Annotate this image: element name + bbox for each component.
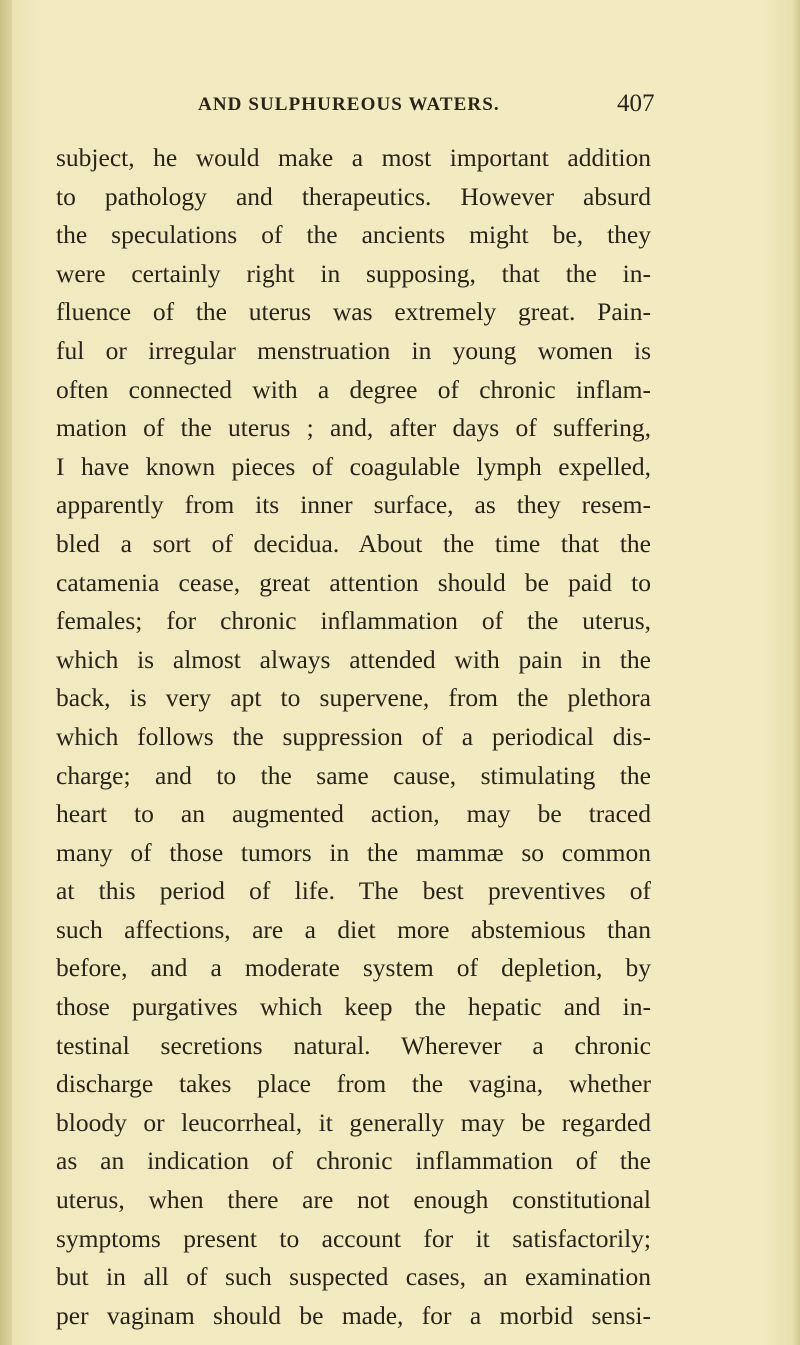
- page-right-edge: [790, 0, 800, 1345]
- page-number: 407: [617, 90, 655, 117]
- text-line: fluence of the uterus was extremely great. Pain-: [56, 297, 651, 327]
- text-line: subject, he would make a most important addition: [56, 143, 651, 172]
- running-title: AND SULPHUREOUS WATERS.: [198, 94, 500, 115]
- text-line: back, is very apt to supervene, from the plethora: [56, 683, 651, 713]
- text-line: those purgatives which keep the hepatic and in-: [56, 992, 651, 1022]
- text-line: symptoms present to account for it satisfactorily;: [56, 1223, 651, 1253]
- text-line: many of those tumors in the mammæ so common: [56, 837, 651, 867]
- text-line: bled a sort of decidua. About the time that the: [56, 528, 651, 558]
- text-line: I have known pieces of coagulable lymph expelled,: [56, 451, 651, 481]
- text-line: which follows the suppression of a periodical dis-: [56, 721, 651, 751]
- text-line: discharge takes place from the vagina, whether: [56, 1069, 651, 1099]
- text-line: heart to an augmented action, may be traced: [56, 799, 651, 829]
- text-line: at this period of life. The best preventives of: [56, 876, 651, 906]
- text-line: per vaginam should be made, for a morbid sensi-: [56, 1300, 651, 1330]
- text-line: testinal secretions natural. Wherever a chronic: [56, 1030, 651, 1060]
- text-line: charge; and to the same cause, stimulating the: [56, 760, 651, 790]
- text-line: but in all of such suspected cases, an examination: [56, 1262, 651, 1292]
- text-line: the speculations of the ancients might be, they: [56, 220, 651, 250]
- text-line: catamenia cease, great attention should be paid to: [56, 567, 651, 597]
- text-line: before, and a moderate system of depletion, by: [56, 953, 651, 983]
- text-line: such affections, are a diet more abstemious than: [56, 914, 651, 944]
- text-line: uterus, when there are not enough constitutional: [56, 1185, 651, 1215]
- text-line: apparently from its inner surface, as they resem-: [56, 490, 651, 520]
- page-left-edge: [0, 0, 12, 1345]
- text-line: to pathology and therapeutics. However absurd: [56, 181, 651, 211]
- running-head: [0, 92, 800, 122]
- text-line: as an indication of chronic inflammation of the: [56, 1146, 651, 1176]
- body-text: [56, 139, 651, 1335]
- text-line: which is almost always attended with pain in the: [56, 644, 651, 674]
- text-line: ful or irregular menstruation in young women is: [56, 335, 651, 365]
- text-line: mation of the uterus ; and, after days of suffering,: [56, 413, 651, 443]
- text-line: females; for chronic inflammation of the uterus,: [56, 606, 651, 636]
- text-line: bloody or leucorrheal, it generally may be regarded: [56, 1107, 651, 1137]
- text-line: were certainly right in supposing, that the in-: [56, 258, 651, 288]
- text-line: often connected with a degree of chronic inflam-: [56, 374, 651, 404]
